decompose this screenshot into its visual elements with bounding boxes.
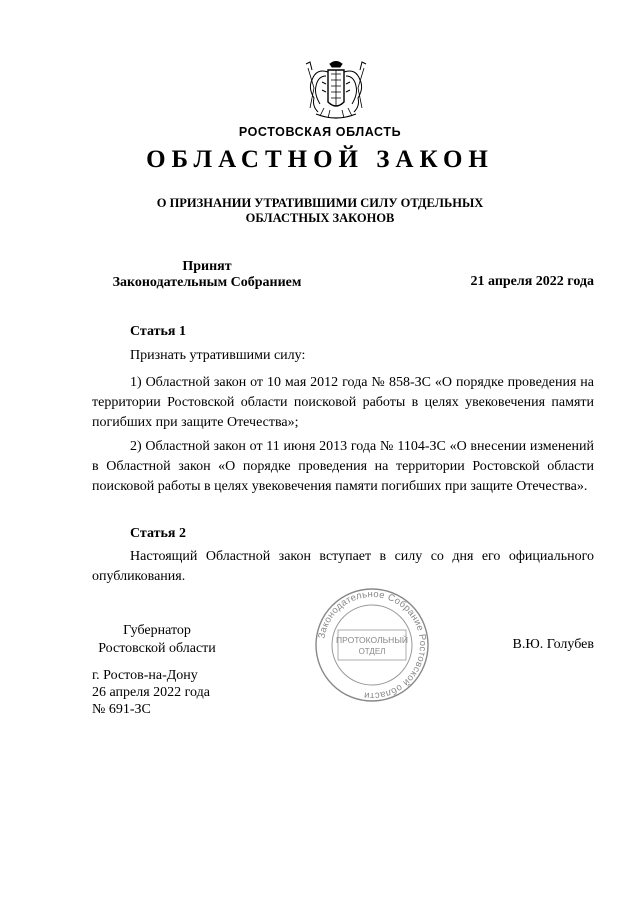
round-seal-stamp-icon — [313, 586, 431, 704]
city: г. Ростов-на-Дону — [92, 668, 198, 683]
article-1-heading: Статья 1 — [130, 324, 186, 339]
law-number: № 691-ЗС — [92, 702, 151, 717]
adoption-info — [92, 259, 322, 291]
article-2-heading: Статья 2 — [130, 526, 186, 541]
law-title-line: О ПРИЗНАНИИ УТРАТИВШИМИ СИЛУ ОТДЕЛЬНЫХ — [156, 196, 484, 210]
coat-of-arms-emblem-icon — [302, 58, 370, 124]
adopted-label: Принят — [182, 259, 232, 274]
document-type-title: ОБЛАСТНОЙ ЗАКОН — [146, 146, 494, 173]
stamp-ring-text: Законодательное Собрание Ростовской области — [316, 588, 429, 702]
signatory-title: Губернатор — [123, 623, 191, 638]
article-2-text: Настоящий Областной закон вступает в силу со дня его официального опубликования. — [92, 549, 594, 584]
law-title-line: ОБЛАСТНЫХ ЗАКОНОВ — [245, 211, 395, 225]
region-name: РОСТОВСКАЯ ОБЛАСТЬ — [238, 125, 402, 139]
adoption-date: 21 апреля 2022 года — [470, 274, 594, 289]
article-1-intro: Признать утратившими силу: — [130, 348, 306, 363]
stamp-center-line-2: ОТДЕЛ — [358, 647, 386, 656]
adopted-by: Законодательным Собранием — [112, 275, 302, 290]
law-title — [120, 196, 520, 226]
signatory-name: В.Ю. Голубев — [512, 637, 594, 652]
article-1-item-2: 2) Областной закон от 11 июня 2013 года № 1104-ЗС «О внесении изменений в Областной закон «О порядке проведения на территории Ростовской области поисковой работы в целях увековечения памяти погибших при защите Отечества». — [92, 439, 594, 494]
stamp-center-line-1: ПРОТОКОЛЬНЫЙ — [336, 635, 408, 645]
signing-date: 26 апреля 2022 года — [92, 685, 210, 700]
signatory-position — [92, 622, 222, 658]
article-1-item-1: 1) Областной закон от 10 мая 2012 года № 858-ЗС «О порядке проведения на территории Ростовской области поисковой работы в целях увековечения памяти погибших при защите Отечества»; — [92, 375, 594, 430]
signatory-region: Ростовской области — [98, 641, 216, 656]
place-and-date — [92, 667, 210, 718]
